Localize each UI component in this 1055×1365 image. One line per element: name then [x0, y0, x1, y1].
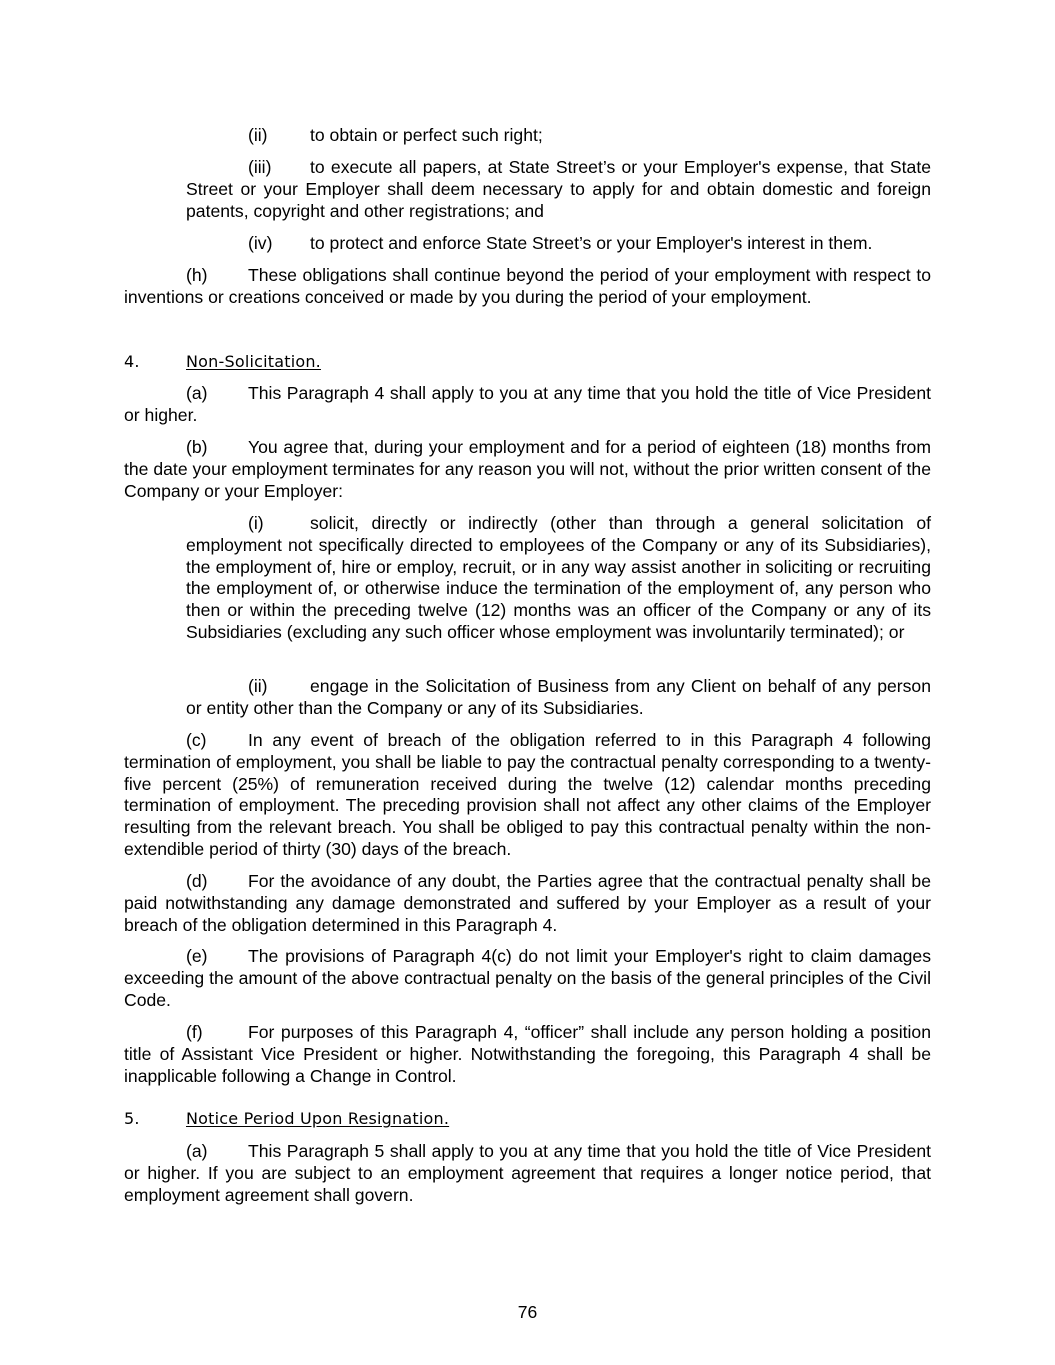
clause-label: (ii)	[248, 125, 268, 145]
clause-label: (f)	[186, 1022, 203, 1042]
section-title: Non-Solicitation.	[186, 352, 321, 371]
clause-label: (e)	[186, 946, 208, 966]
clause-ii-obtain	[186, 125, 931, 147]
clause-text: to protect and enforce State Street’s or your Employer's interest in them.	[310, 233, 873, 253]
clause-iii-execute-papers	[186, 157, 931, 222]
clause-label: (h)	[186, 265, 208, 285]
clause-text: For purposes of this Paragraph 4, “officer” shall include any person holding a position title of Assistant Vice President or higher. Notwithstanding the foregoing, this Paragraph 4 shall be inapplicable following a Change in Control.	[124, 1022, 931, 1086]
clause-label: (b)	[186, 437, 208, 457]
clause-4c-contractual-penalty	[124, 730, 931, 861]
page-number: 76	[517, 1302, 538, 1322]
section-heading-notice-period	[124, 1108, 449, 1130]
clause-4d-avoidance-of-doubt	[124, 871, 931, 936]
clause-4a-applicability	[124, 383, 931, 427]
clause-text: to obtain or perfect such right;	[310, 125, 543, 145]
clause-label: (c)	[186, 730, 207, 750]
clause-label: (d)	[186, 871, 208, 891]
clause-text: In any event of breach of the obligation referred to in this Paragraph 4 following termination of employment, you shall be liable to pay the contractual penalty corresponding to a twenty-five percent (25%) of remuneration received during the twelve (12) calendar months preceding termination of employment. The preceding provision shall not affect any other claims of the Employer resulting from the relevant breach. You shall be obliged to pay this contractual penalty within the non-extendible period of thirty (30) days of the breach.	[124, 730, 931, 859]
clause-label: (a)	[186, 1141, 208, 1161]
clause-text: solicit, directly or indirectly (other than through a general solicitation of employment not specifically directed to employees of the Company or any of its Subsidiaries), the employment of, hire or employ, recruit, or in any way assist another in soliciting or recruiting the employment of, or otherwise induce the termination of the employment of, any person who then or within the preceding twelve (12) months was an officer of the Company or any of its Subsidiaries (excluding any such officer whose employment was involuntarily terminated); or	[186, 513, 931, 642]
clause-text: This Paragraph 5 shall apply to you at any time that you hold the title of Vice President or higher. If you are subject to an employment agreement that requires a longer notice period, that employment agreement shall govern.	[124, 1141, 931, 1205]
clause-4f-officer-definition	[124, 1022, 931, 1087]
section-number: 5.	[124, 1109, 140, 1128]
section-title: Notice Period Upon Resignation.	[186, 1109, 450, 1128]
clause-5a-applicability	[124, 1141, 931, 1206]
clause-label: (iii)	[248, 157, 272, 177]
clause-label: (iv)	[248, 233, 273, 253]
clause-text: The provisions of Paragraph 4(c) do not limit your Employer's right to claim damages exceeding the amount of the above contractual penalty on the basis of the general principles of the Civil Code.	[124, 946, 931, 1010]
clause-h-obligations-continue	[124, 265, 931, 309]
clause-4b-i-solicit	[186, 513, 931, 644]
clause-text: You agree that, during your employment and for a period of eighteen (18) months from the date your employment terminates for any reason you will not, without the prior written consent of the Company or your Employer:	[124, 437, 931, 501]
section-number: 4.	[124, 352, 140, 371]
clause-text: engage in the Solicitation of Business from any Client on behalf of any person or entity other than the Company or any of its Subsidiaries.	[186, 676, 931, 718]
clause-text: For the avoidance of any doubt, the Parties agree that the contractual penalty shall be paid notwithstanding any damage demonstrated and suffered by your Employer as a result of your breach of the obligation determined in this Paragraph 4.	[124, 871, 931, 935]
clause-4b-ii-solicitation-of-business	[186, 676, 931, 720]
clause-text: These obligations shall continue beyond the period of your employment with respect to inventions or creations conceived or made by you during the period of your employment.	[124, 265, 931, 307]
clause-text: to execute all papers, at State Street’s or your Employer's expense, that State Street or your Employer shall deem necessary to apply for and obtain domestic and foreign patents, copyright and other registrations; and	[186, 157, 931, 221]
clause-label: (a)	[186, 383, 208, 403]
clause-iv-protect	[186, 233, 931, 255]
clause-text: This Paragraph 4 shall apply to you at any time that you hold the title of Vice President or higher.	[124, 383, 931, 425]
clause-label: (ii)	[248, 676, 268, 696]
section-heading-non-solicitation	[124, 351, 321, 373]
clause-label: (i)	[248, 513, 264, 533]
clause-4e-damages	[124, 946, 931, 1011]
clause-4b-agreement	[124, 437, 931, 502]
